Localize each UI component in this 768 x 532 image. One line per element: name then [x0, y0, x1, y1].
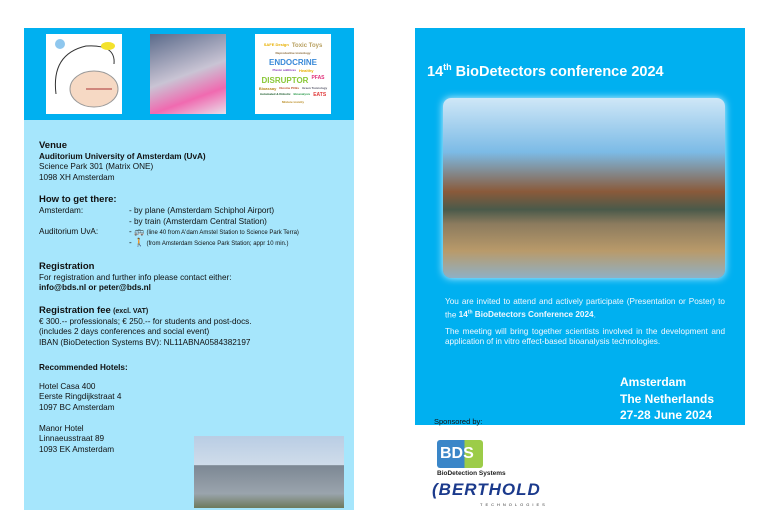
word: EATS: [313, 92, 327, 99]
word: Healthy: [299, 67, 314, 73]
city: Amsterdam: [620, 375, 687, 389]
cell-signaling-diagram: [46, 34, 122, 114]
cover-panel: [415, 28, 745, 425]
conference-title: 14th BioDetectors conference 2024: [427, 62, 664, 80]
walking-icon: 🚶: [134, 238, 145, 248]
directions-heading: How to get there:: [39, 194, 117, 206]
country: The Netherlands: [620, 391, 715, 406]
iban: IBAN (BioDetection Systems BV): NL11ABNA0584382197: [39, 337, 251, 347]
hotel-name: Manor Hotel: [39, 423, 84, 433]
fee-heading: Registration fee: [39, 304, 111, 316]
word: ENDOCRINE: [268, 57, 317, 67]
fee-line: (includes 2 days conferences and social event): [39, 327, 210, 337]
hotel-street: Eerste Ringdijkstraat 4: [39, 392, 122, 402]
word: Toxic Toys: [291, 43, 323, 50]
word: Automated & Robotic: [259, 92, 291, 97]
dates: 27-28 June 2024: [620, 408, 713, 422]
word: Plastic additives: [272, 67, 297, 72]
sponsored-label: Sponsored by:: [434, 417, 483, 426]
registration-emails[interactable]: info@bds.nl or peter@bds.nl: [39, 283, 151, 293]
bus-route: (line 40 from A'dam Amstel Station to Science Park Terra): [146, 230, 299, 237]
uva-label: Auditorium UvA:: [39, 227, 99, 237]
word: Mixture toxicity: [281, 100, 304, 105]
venue-name: Auditorium University of Amsterdam (UvA): [39, 152, 206, 161]
word: DISRUPTOR: [261, 75, 309, 85]
amsterdam-label: Amsterdam:: [39, 206, 84, 216]
location-dates: [620, 374, 714, 424]
venue-heading: Venue: [39, 140, 67, 151]
word: Dioxins PCBs: [279, 85, 300, 90]
amsterdam-canal-photo: [443, 98, 725, 278]
venue-postcode: 1098 XH Amsterdam: [39, 172, 115, 182]
plane-route: - by plane (Amsterdam Schiphol Airport): [129, 206, 275, 216]
hotel-street: Linnaeusstraat 89: [39, 434, 105, 444]
word: PFAS: [311, 74, 325, 81]
bds-logo: BDS BioDetection Systems: [437, 440, 506, 477]
hotel-city: 1093 EK Amsterdam: [39, 444, 115, 454]
venue-building-photo: [194, 436, 344, 508]
keyword-cloud: [255, 34, 331, 114]
fee-line: € 300.-- professionals; € 250.-- for students and post-docs.: [39, 317, 252, 327]
registration-heading: Registration: [39, 260, 95, 272]
word: Bioanalysis: [293, 92, 311, 97]
hotels-heading: Recommended Hotels:: [39, 363, 128, 373]
word: Green Toxicology: [302, 85, 328, 90]
berthold-logo: (BERTHOLD: [432, 480, 541, 499]
berthold-subtitle: TECHNOLOGIES: [480, 502, 548, 507]
word: Reproductive toxicology: [275, 51, 311, 56]
image-strip: [24, 28, 354, 120]
venue-address: Science Park 301 (Matrix ONE): [39, 162, 154, 172]
word: Bioassay: [258, 85, 277, 91]
hotel-city: 1097 BC Amsterdam: [39, 402, 115, 412]
word: SAFE Design: [263, 42, 289, 48]
event-details: Venue Auditorium University of Amsterdam (UvA) Science Park 301 (Matrix ONE) 1098 XH Amsterdam How to get there: Amsterdam: - by plane (Amsterdam Schiphol Airport) - by train (Amsterdam Central Station) Auditorium UvA: - 🚌 (line 40 from A'dam Amstel Station to Science Park Terra) - 🚶 (from Amsterdam Science Park Station; appr 10 min.) Registration For registration and further info please contact either: info@bds.nl or peter@bds.nl Registration fee (excl. VAT) € 300.-- professionals; € 250.-- for students and post-docs. (includes 2 days conferences and social event) IBAN (BioDetection Systems BV): NL11ABNA0584382197 Recommended Hotels: Hotel Casa 400 Eerste Ringdijkstraat 4 1097 BC Amsterdam Manor Hotel Linnaeusstraat 89 1093 EK Amsterdam: [39, 140, 349, 455]
lab-pipette-photo: [150, 34, 226, 114]
fee-note: (excl. VAT): [113, 307, 149, 315]
invitation-text: You are invited to attend and actively participate (Presentation or Poster) to the 14th BioDetectors Conference 2024. The meeting will bring together scientists involved in the development and application of in vitro effect-based bioanalysis technologies.: [445, 297, 725, 347]
hotel-name: Hotel Casa 400: [39, 381, 96, 391]
info-panel: [24, 28, 354, 510]
registration-text: For registration and further info please contact either:: [39, 272, 232, 282]
bus-icon: 🚌: [134, 227, 145, 237]
train-route: - by train (Amsterdam Central Station): [129, 216, 267, 226]
walk-route: (from Amsterdam Science Park Station; appr 10 min.): [146, 241, 289, 248]
